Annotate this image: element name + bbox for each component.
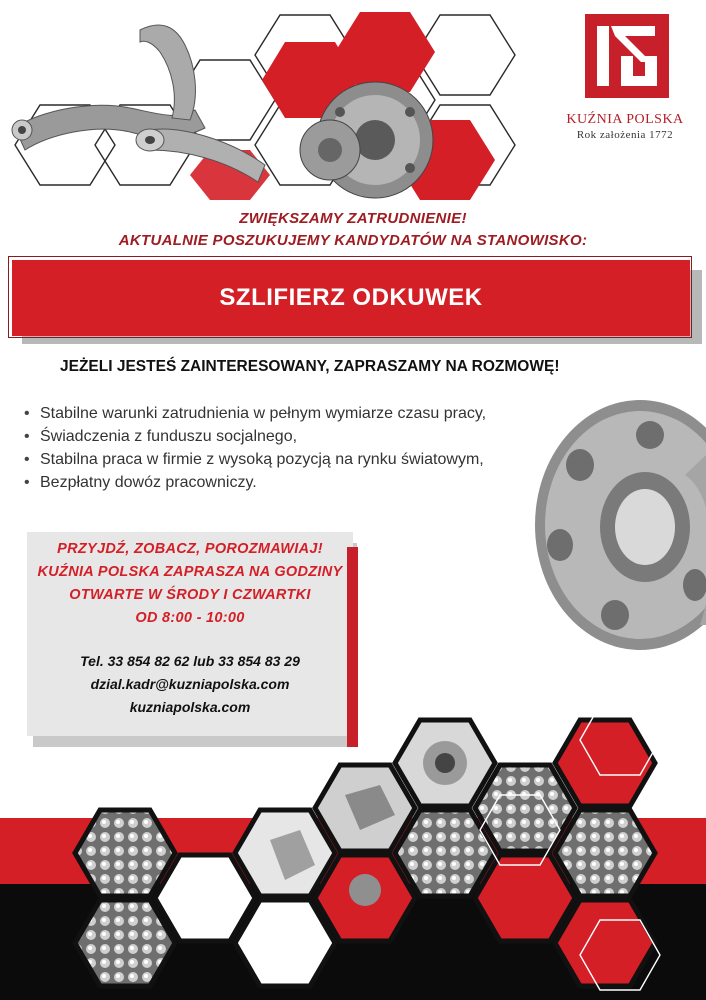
company-logo: [585, 14, 669, 98]
visit-line-3: OTWARTE W ŚRODY I CZWARTKI: [69, 587, 311, 603]
contact-email[interactable]: dzial.kadr@kuzniapolska.com: [90, 676, 290, 692]
company-name: KUŹNIA POLSKA: [566, 112, 684, 127]
benefit-item: • Stabilne warunki zatrudnienia w pełnym wymiarze czasu pracy,: [22, 402, 486, 425]
visit-line-2: KUŹNIA POLSKA ZAPRASZA NA GODZINY: [37, 564, 343, 580]
headline-hiring: ZWIĘKSZAMY ZATRUDNIENIE!: [239, 210, 467, 227]
headline-seeking: AKTUALNIE POSZUKUJEMY KANDYDATÓW NA STANOWISKO:: [118, 232, 588, 249]
benefit-item: • Bezpłatny dowóz pracowniczy.: [22, 471, 486, 494]
position-title: SZLIFIERZ ODKUWEK: [219, 284, 483, 311]
benefits-list: [22, 402, 486, 494]
visit-line-1: PRZYJDŹ, ZOBACZ, POROZMAWIAJ!: [57, 541, 323, 557]
contact-phone[interactable]: Tel. 33 854 82 62 lub 33 854 83 29: [80, 653, 300, 669]
flange-image: [520, 395, 706, 655]
visit-hours: OD 8:00 - 10:00: [135, 610, 245, 626]
benefit-item: • Stabilna praca w firmie z wysoką pozycją na rynku światowym,: [22, 448, 486, 471]
hexagon-pattern: [0, 690, 706, 1000]
benefit-item: • Świadczenia z funduszu socjalnego,: [22, 425, 486, 448]
contact-website[interactable]: kuzniapolska.com: [129, 699, 251, 715]
invite-text: JEŻELI JESTEŚ ZAINTERESOWANY, ZAPRASZAMY NA ROZMOWĘ!: [60, 358, 560, 375]
top-hexagon-decoration: [0, 0, 560, 205]
company-founded: Rok założenia 1772: [576, 129, 674, 141]
